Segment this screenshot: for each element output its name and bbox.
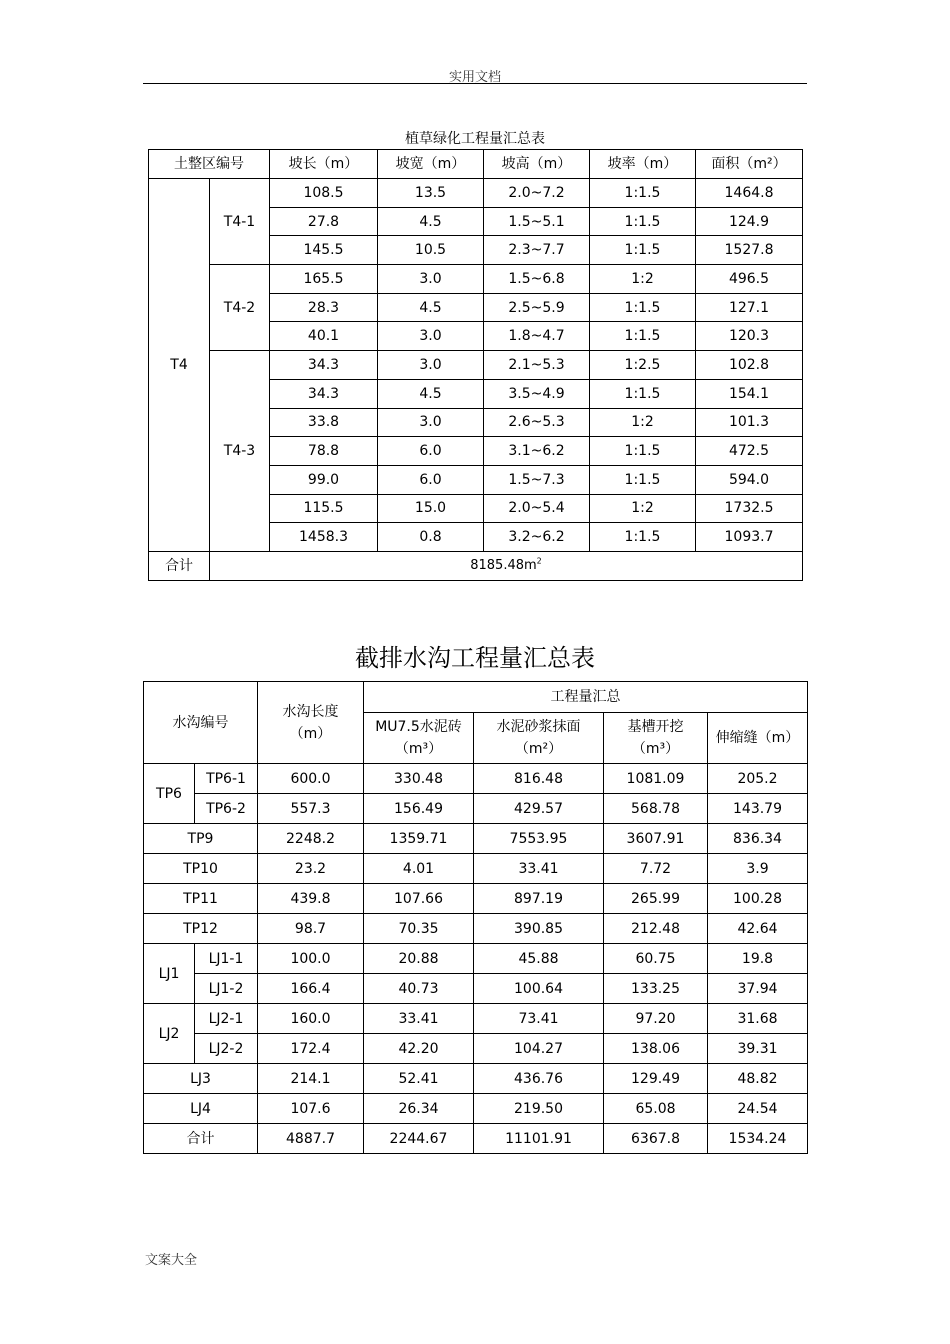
table1-value-cell: 120.3 [696, 322, 803, 351]
table2-value-cell: 20.88 [364, 944, 474, 974]
table2-value-cell: 568.78 [604, 794, 708, 824]
zone-cell: T4 [149, 179, 210, 552]
table1-value-cell: 165.5 [270, 265, 378, 294]
table1-value-cell: 1:2 [590, 265, 696, 294]
table1-caption: 植草绿化工程量汇总表 [405, 131, 545, 147]
table1-value-cell: 3.0 [378, 408, 484, 437]
table2-subheader-text: MU7.5水泥砖（m³） [375, 719, 462, 757]
ditch-sub-cell: TP6-2 [195, 794, 258, 824]
table2-subheader-text: 水泥砂浆抹面（m²） [496, 719, 581, 757]
table1-value-cell: 1:1.5 [590, 322, 696, 351]
table1-value-cell: 1.5~6.8 [484, 265, 590, 294]
table1-value-cell: 1.5~7.3 [484, 465, 590, 494]
table2-value-cell: 7553.95 [474, 824, 604, 854]
table1-value-cell: 2.3~7.7 [484, 236, 590, 265]
table2-total-value: 11101.91 [474, 1124, 604, 1154]
table1-header-cell: 坡长（m） [270, 150, 378, 179]
table2-value-cell: 3.9 [708, 854, 808, 884]
table2-value-cell: 42.20 [364, 1034, 474, 1064]
table2-value-cell: 439.8 [258, 884, 364, 914]
table2-value-cell: 816.48 [474, 764, 604, 794]
table1-value-cell: 594.0 [696, 465, 803, 494]
table2-value-cell: 2248.2 [258, 824, 364, 854]
table1-value-cell: 15.0 [378, 494, 484, 523]
table2-total-value: 2244.67 [364, 1124, 474, 1154]
table1-value-cell: 1464.8 [696, 179, 803, 208]
ditch-sub-cell: TP6-1 [195, 764, 258, 794]
greening-quantity-table [148, 149, 803, 581]
table2-value-cell: 219.50 [474, 1094, 604, 1124]
table2-value-cell: 100.64 [474, 974, 604, 1004]
table1-value-cell: 1:1.5 [590, 465, 696, 494]
table2-total-value: 1534.24 [708, 1124, 808, 1154]
table1-value-cell: 1732.5 [696, 494, 803, 523]
table2-value-cell: 166.4 [258, 974, 364, 1004]
table2-total-label: 合计 [144, 1124, 258, 1154]
table1-value-cell: 10.5 [378, 236, 484, 265]
table1-value-cell: 3.5~4.9 [484, 379, 590, 408]
table2-value-cell: 73.41 [474, 1004, 604, 1034]
table2-value-cell: 107.6 [258, 1094, 364, 1124]
table2-value-cell: 557.3 [258, 794, 364, 824]
table2-value-cell: 160.0 [258, 1004, 364, 1034]
table2-subheader-cell [708, 713, 808, 764]
table2-subheader-text: 基槽开挖（m³） [627, 719, 684, 757]
table2-subheader-cell [474, 713, 604, 764]
table1-value-cell: 124.9 [696, 207, 803, 236]
table2-value-cell: 45.88 [474, 944, 604, 974]
table1-value-cell: 33.8 [270, 408, 378, 437]
total-label: 合计 [149, 551, 210, 580]
table2-row [144, 884, 808, 914]
table1-value-cell: 472.5 [696, 437, 803, 466]
table2-value-cell: 48.82 [708, 1064, 808, 1094]
ditch-sub-cell: LJ1-1 [195, 944, 258, 974]
table1-value-cell: 3.1~6.2 [484, 437, 590, 466]
table1-value-cell: 1:1.5 [590, 207, 696, 236]
table2-value-cell: 23.2 [258, 854, 364, 884]
table1-value-cell: 145.5 [270, 236, 378, 265]
table1-row [149, 179, 803, 208]
table2-value-cell: 429.57 [474, 794, 604, 824]
group-cell: T4-1 [210, 179, 270, 265]
table1-header-cell: 土整区编号 [149, 150, 270, 179]
ditch-group-cell: LJ2 [144, 1004, 195, 1064]
table2-value-cell: 65.08 [604, 1094, 708, 1124]
table2-value-cell: 37.94 [708, 974, 808, 1004]
page-footer: 文案大全 [145, 1253, 198, 1268]
table1-value-cell: 2.1~5.3 [484, 351, 590, 380]
table1-value-cell: 1:2 [590, 408, 696, 437]
table2-value-cell: 40.73 [364, 974, 474, 1004]
table1-value-cell: 1:1.5 [590, 523, 696, 552]
header-ditch-length [258, 682, 364, 764]
ditch-id-cell: LJ3 [144, 1064, 258, 1094]
ditch-id-cell: TP9 [144, 824, 258, 854]
table2-value-cell: 42.64 [708, 914, 808, 944]
table2-value-cell: 31.68 [708, 1004, 808, 1034]
table2-value-cell: 100.28 [708, 884, 808, 914]
ditch-group-cell: TP6 [144, 764, 195, 824]
table2-subheader-text: 伸缩缝（m） [715, 730, 800, 746]
header-ditch-id: 水沟编号 [144, 682, 258, 764]
table1-value-cell: 40.1 [270, 322, 378, 351]
table2-value-cell: 39.31 [708, 1034, 808, 1064]
table2-value-cell: 138.06 [604, 1034, 708, 1064]
table1-value-cell: 108.5 [270, 179, 378, 208]
ditch-id-cell: LJ4 [144, 1094, 258, 1124]
table2-title: 截排水沟工程量汇总表 [355, 644, 595, 672]
total-value: $8185.48m^2$ [210, 551, 803, 580]
table1-value-cell: 2.5~5.9 [484, 293, 590, 322]
table2-value-cell: 1081.09 [604, 764, 708, 794]
ditch-sub-cell: LJ2-1 [195, 1004, 258, 1034]
table2-value-cell: 836.34 [708, 824, 808, 854]
table1-value-cell: 34.3 [270, 379, 378, 408]
table1-value-cell: 6.0 [378, 437, 484, 466]
table1-row [149, 265, 803, 294]
table2-row [144, 794, 808, 824]
table2-subheader-cell [604, 713, 708, 764]
group-cell: T4-2 [210, 265, 270, 351]
table1-header-row [149, 150, 803, 179]
table1-value-cell: 34.3 [270, 351, 378, 380]
table1-header-cell: 坡率（m） [590, 150, 696, 179]
table1-value-cell: 28.3 [270, 293, 378, 322]
table1-value-cell: 154.1 [696, 379, 803, 408]
table1-value-cell: 1093.7 [696, 523, 803, 552]
table1-value-cell: 1:2.5 [590, 351, 696, 380]
ditch-id-cell: TP10 [144, 854, 258, 884]
table2-value-cell: 104.27 [474, 1034, 604, 1064]
table2-value-cell: 19.8 [708, 944, 808, 974]
ditch-sub-cell: LJ2-2 [195, 1034, 258, 1064]
table2-total-row [144, 1124, 808, 1154]
table1-value-cell: 1.5~5.1 [484, 207, 590, 236]
table2-value-cell: 52.41 [364, 1064, 474, 1094]
table1-value-cell: 3.0 [378, 322, 484, 351]
table1-value-cell: 4.5 [378, 293, 484, 322]
table1-value-cell: 4.5 [378, 379, 484, 408]
table2-value-cell: 4.01 [364, 854, 474, 884]
table1-value-cell: 102.8 [696, 351, 803, 380]
table2-row [144, 1064, 808, 1094]
table2-total-value: 6367.8 [604, 1124, 708, 1154]
table2-row [144, 974, 808, 1004]
table2-value-cell: 390.85 [474, 914, 604, 944]
table1-value-cell: 1458.3 [270, 523, 378, 552]
table2-row [144, 1004, 808, 1034]
table1-value-cell: 3.2~6.2 [484, 523, 590, 552]
table2-value-cell: 214.1 [258, 1064, 364, 1094]
table2-value-cell: 600.0 [258, 764, 364, 794]
table1-value-cell: 115.5 [270, 494, 378, 523]
table2-value-cell: 107.66 [364, 884, 474, 914]
table2-row [144, 764, 808, 794]
table2-value-cell: 265.99 [604, 884, 708, 914]
header-ditch-length-text: 水沟长度（m） [282, 703, 339, 742]
table1-value-cell: 0.8 [378, 523, 484, 552]
ditch-group-cell: LJ1 [144, 944, 195, 1004]
table2-row [144, 1034, 808, 1064]
table1-value-cell: 2.0~7.2 [484, 179, 590, 208]
table1-value-cell: 127.1 [696, 293, 803, 322]
table1-header-cell: 坡宽（m） [378, 150, 484, 179]
table1-value-cell: 496.5 [696, 265, 803, 294]
ditch-sub-cell: LJ1-2 [195, 974, 258, 1004]
ditch-id-cell: TP11 [144, 884, 258, 914]
table1-header-cell: 面积（m²） [696, 150, 803, 179]
table1-header-cell: 坡高（m） [484, 150, 590, 179]
table2-value-cell: 60.75 [604, 944, 708, 974]
table2-value-cell: 24.54 [708, 1094, 808, 1124]
table1-value-cell: 2.6~5.3 [484, 408, 590, 437]
table1-value-cell: 1:1.5 [590, 179, 696, 208]
table2-row [144, 914, 808, 944]
table1-value-cell: 1527.8 [696, 236, 803, 265]
table1-value-cell: 2.0~5.4 [484, 494, 590, 523]
table1-value-cell: 3.0 [378, 265, 484, 294]
table2-subheader-cell [364, 713, 474, 764]
table2-row [144, 1094, 808, 1124]
table1-value-cell: 27.8 [270, 207, 378, 236]
table2-value-cell: 133.25 [604, 974, 708, 1004]
table2-value-cell: 3607.91 [604, 824, 708, 854]
ditch-id-cell: TP12 [144, 914, 258, 944]
table2-value-cell: 212.48 [604, 914, 708, 944]
table1-row [149, 351, 803, 380]
table1-value-cell: 78.8 [270, 437, 378, 466]
table1-value-cell: 1:1.5 [590, 236, 696, 265]
table2-total-value: 4887.7 [258, 1124, 364, 1154]
table2-value-cell: 129.49 [604, 1064, 708, 1094]
table2-value-cell: 436.76 [474, 1064, 604, 1094]
table2-value-cell: 143.79 [708, 794, 808, 824]
table2-value-cell: 897.19 [474, 884, 604, 914]
header-rule [143, 83, 807, 84]
total-value-text: 8185.48m [470, 557, 537, 573]
table2-value-cell: 33.41 [364, 1004, 474, 1034]
table1-value-cell: 1.8~4.7 [484, 322, 590, 351]
table2-value-cell: 98.7 [258, 914, 364, 944]
table2-value-cell: 97.20 [604, 1004, 708, 1034]
table2-value-cell: 1359.71 [364, 824, 474, 854]
table1-value-cell: 1:1.5 [590, 293, 696, 322]
header-quantity-group: 工程量汇总 [364, 682, 808, 713]
table1-value-cell: 1:2 [590, 494, 696, 523]
table1-total-row [149, 551, 803, 580]
table2-row [144, 854, 808, 884]
table1-value-cell: 99.0 [270, 465, 378, 494]
table1-value-cell: 1:1.5 [590, 379, 696, 408]
table2-value-cell: 70.35 [364, 914, 474, 944]
drainage-ditch-quantity-table [143, 681, 808, 1154]
page-header: 实用文档 [448, 70, 501, 85]
table1-value-cell: 4.5 [378, 207, 484, 236]
table2-row [144, 944, 808, 974]
table2-value-cell: 330.48 [364, 764, 474, 794]
table2-value-cell: 172.4 [258, 1034, 364, 1064]
table1-value-cell: 6.0 [378, 465, 484, 494]
table2-value-cell: 7.72 [604, 854, 708, 884]
table2-value-cell: 26.34 [364, 1094, 474, 1124]
table2-row [144, 824, 808, 854]
table1-value-cell: 13.5 [378, 179, 484, 208]
group-cell: T4-3 [210, 351, 270, 552]
table2-value-cell: 33.41 [474, 854, 604, 884]
table2-value-cell: 156.49 [364, 794, 474, 824]
table2-value-cell: 205.2 [708, 764, 808, 794]
table2-value-cell: 100.0 [258, 944, 364, 974]
table1-value-cell: 3.0 [378, 351, 484, 380]
table1-value-cell: 1:1.5 [590, 437, 696, 466]
table1-value-cell: 101.3 [696, 408, 803, 437]
